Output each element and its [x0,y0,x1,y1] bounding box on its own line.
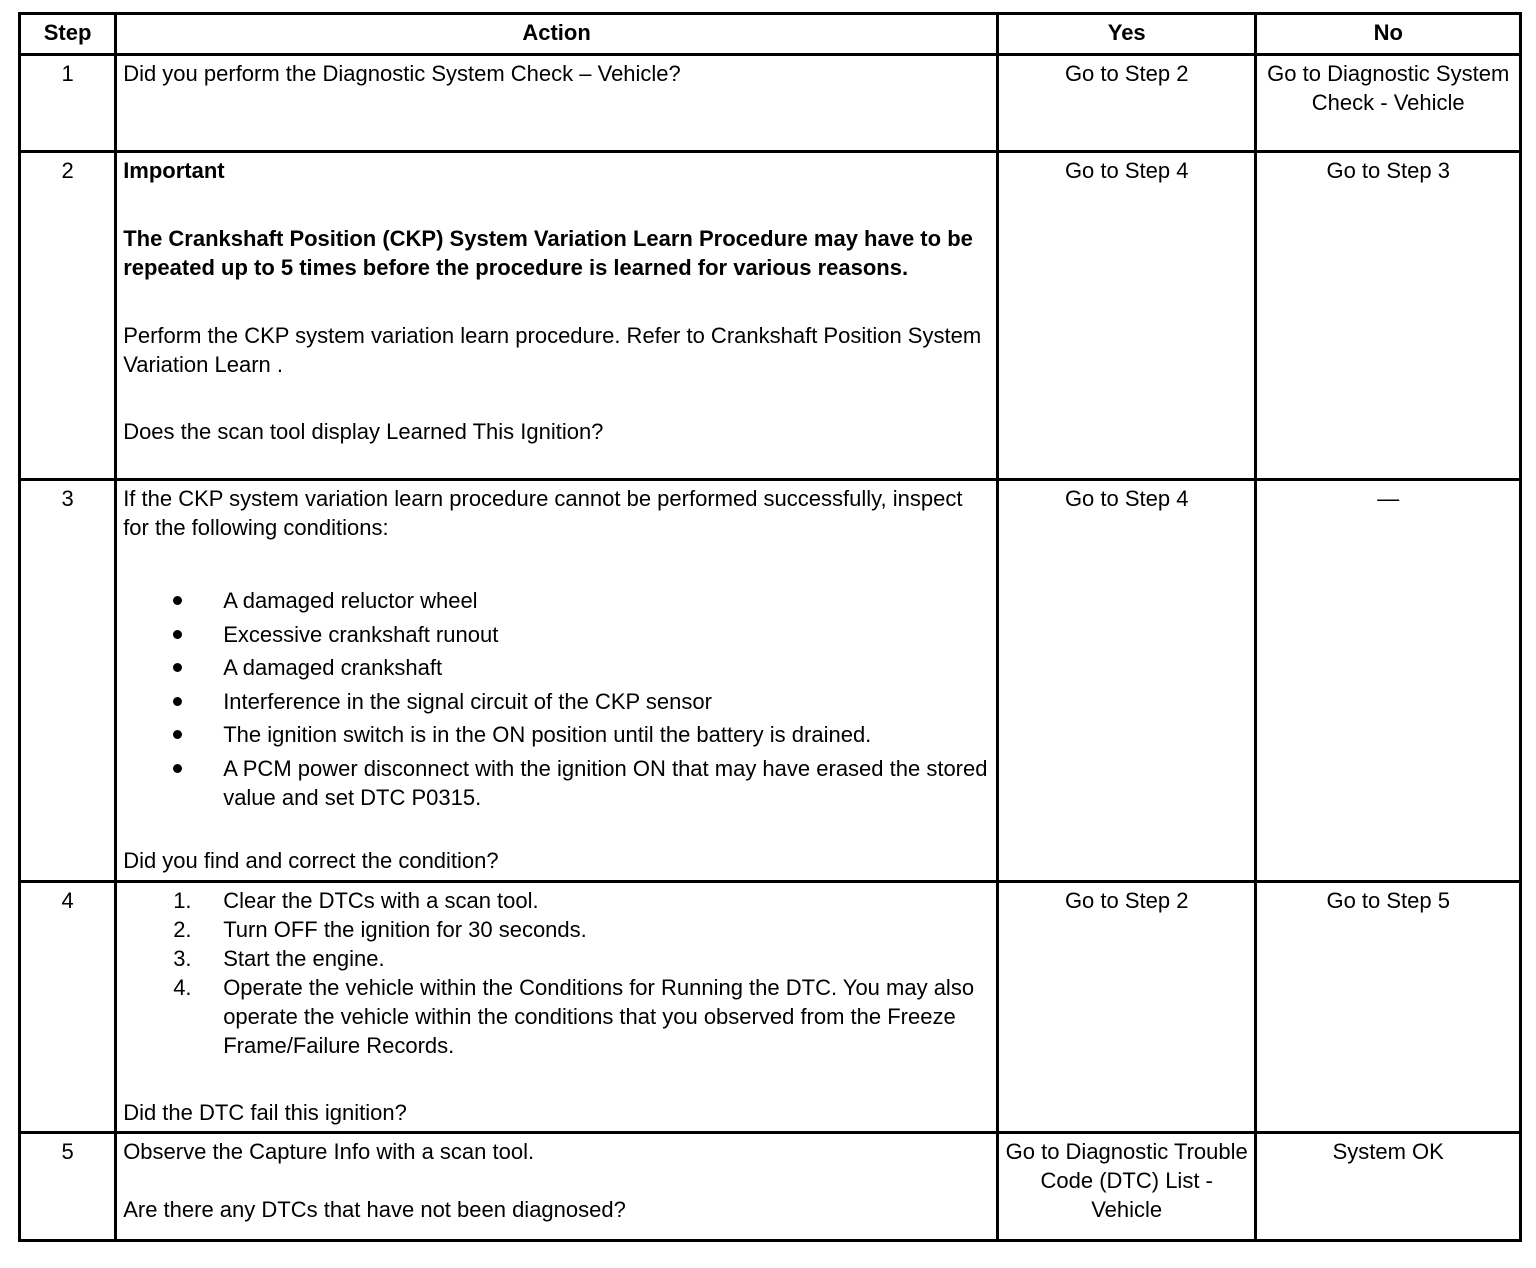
list-item: Excessive crankshaft runout [123,620,990,649]
bullet-icon [173,663,182,672]
action-question: Did the DTC fail this ignition? [123,1100,407,1125]
step-number: 5 [21,1134,114,1239]
list-item: 3. Start the engine. [173,946,385,971]
action-instruction: Observe the Capture Info with a scan tool. [123,1139,535,1164]
yes-cell: Go to Step 4 [999,153,1255,478]
no-cell: — [1257,481,1519,880]
header-step: Step [21,15,114,53]
yes-cell: Go to Step 4 [999,481,1255,880]
table-row-step-1 [21,56,1519,150]
header-no: No [1257,15,1519,53]
table-row-step-2 [21,153,1519,478]
action-question: Does the scan tool display Learned This Ignition? [123,419,604,444]
step-number: 2 [21,153,114,478]
procedure-list [123,886,990,1060]
table-row-step-5 [21,1134,1519,1239]
action-cell [117,56,996,150]
bullet-icon [173,596,182,605]
header-action: Action [117,15,996,53]
bullet-icon [173,697,182,706]
action-question: Did you find and correct the condition? [123,847,499,873]
bullet-icon [173,730,182,739]
yes-cell: Go to Step 2 [999,56,1255,150]
diagnostic-table-wrapper [18,12,1522,1242]
action-cell [117,883,996,1131]
diagnostic-table [18,12,1522,1242]
list-item: 4. Operate the vehicle within the Conditions for Running the DTC. You may also operate the vehicle within the conditions that you observed from the Freeze Frame/Failure Records. [173,975,975,1058]
no-cell: Go to Step 5 [1257,883,1519,1131]
action-intro: If the CKP system variation learn procedure cannot be performed successfully, inspect for the following conditions: [123,486,963,540]
no-cell: Go to Step 3 [1257,153,1519,478]
list-item: Interference in the signal circuit of the CKP sensor [123,687,990,716]
list-item: A PCM power disconnect with the ignition ON that may have erased the stored value and set DTC P0315. [123,754,990,812]
list-item: 2. Turn OFF the ignition for 30 seconds. [173,917,587,942]
step-number: 4 [21,883,114,1131]
action-question: Did you perform the Diagnostic System Check – Vehicle? [123,61,681,86]
action-question: Are there any DTCs that have not been diagnosed? [123,1197,626,1222]
yes-cell: Go to Diagnostic Trouble Code (DTC) List - Vehicle [999,1134,1255,1239]
conditions-list [123,586,990,812]
list-item: A damaged reluctor wheel [123,586,990,615]
important-text: The Crankshaft Position (CKP) System Variation Learn Procedure may have to be repeated up to 5 times before the procedure is learned for various reasons. [123,226,973,280]
step-number: 3 [21,481,114,880]
table-row-step-4 [21,883,1519,1131]
bullet-icon [173,630,182,639]
list-item: A damaged crankshaft [123,653,990,682]
table-row-step-3 [21,481,1519,880]
header-row [21,15,1519,53]
list-item: The ignition switch is in the ON position until the battery is drained. [123,720,990,749]
action-instruction: Perform the CKP system variation learn procedure. Refer to Crankshaft Position System Variation Learn . [123,323,982,377]
action-cell [117,1134,996,1239]
action-cell [117,153,996,478]
no-cell: System OK [1257,1134,1519,1239]
action-cell [117,481,996,880]
no-cell: Go to Diagnostic System Check - Vehicle [1257,56,1519,150]
yes-cell: Go to Step 2 [999,883,1255,1131]
step-number: 1 [21,56,114,150]
list-item: 1. Clear the DTCs with a scan tool. [173,888,539,913]
important-label: Important [123,158,225,183]
header-yes: Yes [999,15,1255,53]
bullet-icon [173,764,182,773]
